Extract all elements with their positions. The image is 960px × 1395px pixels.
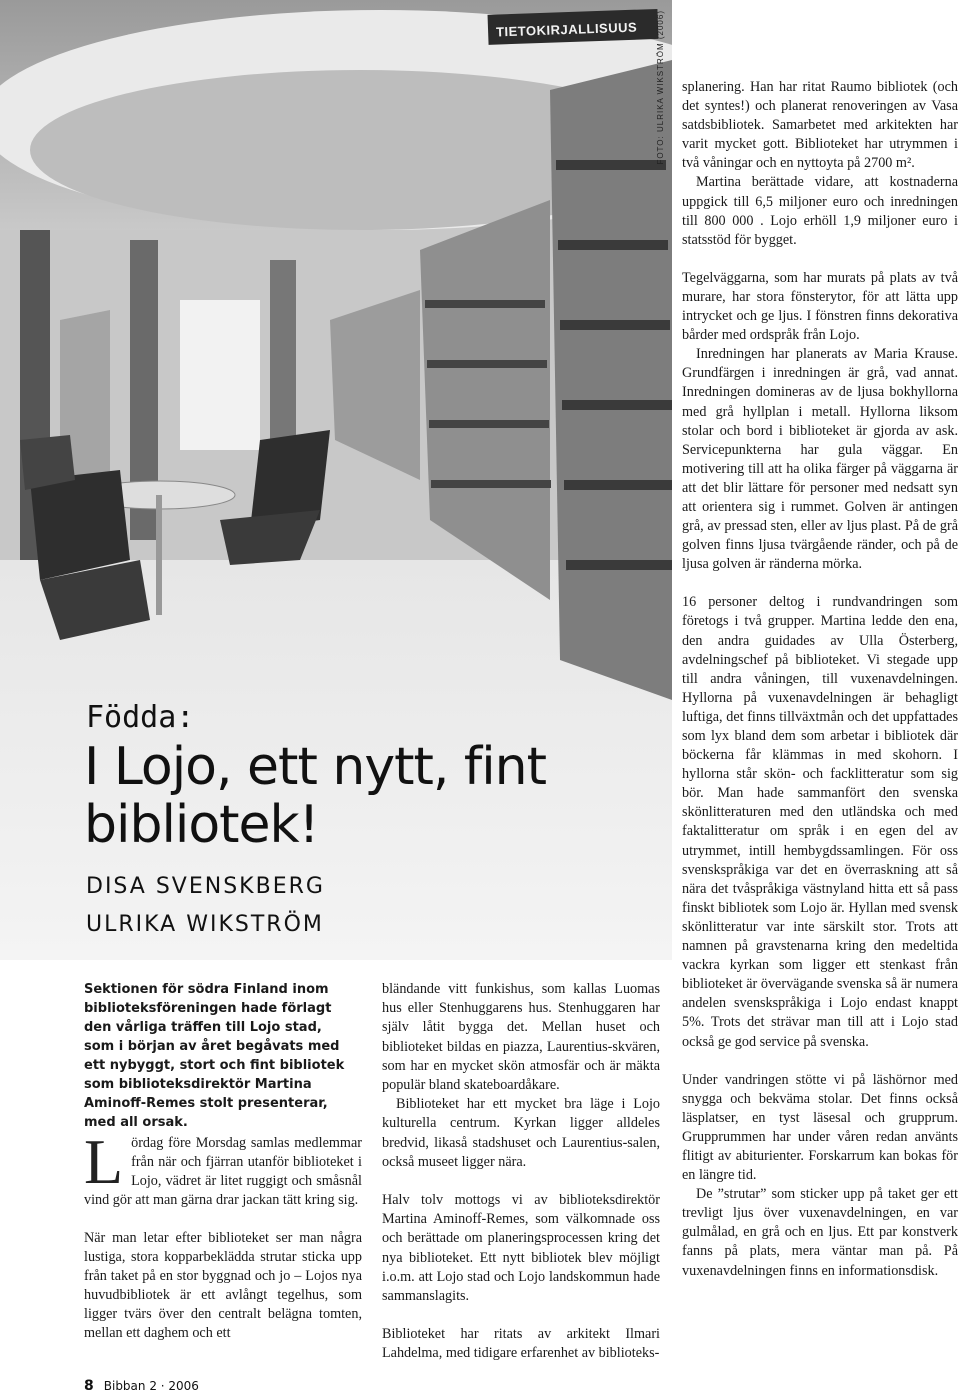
column-3: [682, 78, 958, 1281]
kicker: Födda:: [86, 700, 195, 735]
ingress: Sektionen för södra Finland inom biblioteksföreningen hade förlagt den vårliga träffen till Lojo stad, som i början av året begåvats med ett nybyggt, stort och fint bibliotek som biblioteksdirektör Martina Aminoff-Remes stolt presenterar, med all orsak.: [84, 982, 345, 1130]
photo-credit: FOTO: ULRIKA WIKSTRÖM (2006): [656, 10, 665, 165]
paragraph: Under vandringen stötte vi på läshörnor med snygga och bekväma stolar. Det finns också läsplatser, en tyst läsesal och grupprum. Grupprummen har under våren redan använts flitigt av abiturienter. Forskarrum kan bokas för en längre tid.: [682, 1071, 958, 1184]
paragraph: Halv tolv mottogs vi av biblioteksdirektör Martina Aminoff-Remes, som välkomnade oss och berättade om planeringsprocessen kring det nya biblioteket. Ett nytt bibliotek blev möjligt i.o.m. att Lojo stad och Lojo landskommun hade sammanslagits.: [382, 1192, 660, 1305]
paragraph: 16 personer deltog i rundvandringen som företogs i två grupper. Martina ledde den ena, den andra guidades av Ulla Österberg, avdelningschef på biblioteket. Vi stegade upp till andra våningen, till vuxenavdelningen. Hyllorna på vuxenavdelningen är behagligt luftiga, det finns tillväxtmån och det uppfattades som lyx bland dem som arbetar i bibliotek där böckerna får klämmas in med skohorn. I hyllorna står skön- och facklitteratur som sig bör. Man hade sammanfört den svenska skönlitteraturen med den utländska och med faktalitteratur om språk i en egen del av utrymmet, intill hembygdssamlingen. För oss svenskspråkiga var det en överraskning att så nära det tvåspråkiga västnyland hitta ett så pass finskt bibliotek som Lojo är. Hyllan med svensk skönlitteratur var inte särskilt stor. Trots att namnen på gravstenarna kring den medeltida vackra kyrkan som ligger ett stenkast från biblioteket är övervägande svenska så är numera andelen svenskspråkiga i Lojo endast knappt 5%. Trots det strävar man till att i Lojo stad också ge god service på svenska.: [682, 594, 958, 1050]
paragraph: bländande vitt funkishus, som kallas Luomas hus eller Stenhuggarens hus. Stenhuggaren har själv låtit bygga det. Mellan huset och biblioteket bildas en piazza, Laurentius-skvären, som har en mycket skön atmosfär och är mäkta populär bland skateboardåkare.: [382, 981, 660, 1094]
author-1: DISA SVENSKBERG: [86, 874, 325, 899]
paragraph: När man letar efter biblioteket ser man några lustiga, stora kopparbeklädda strutar sticka upp från taket på en stor byggnad och jo – Lojos nya huvudbibliotek är ett avlångt tegelhus, som ligger tvärs över den centralt belägna tomten, mellan ett daghem och ett: [84, 1230, 362, 1341]
column-1: [84, 1126, 362, 1343]
magazine-issue: Bibban 2 · 2006: [103, 1379, 199, 1393]
paragraph: De ”strutar” som sticker upp på taket ger ett trevligt ljus över vuxenavdelningen, en var gulmålad, en grå och en ljus. Ett par konstverk fanns på plats, mera väntar man på. På vuxenavdelningen finns en informationsdisk.: [682, 1186, 958, 1279]
paragraph: ördag före Morsdag samlas medlemmar från när och fjärran utanför biblioteket i Lojo, vädret är litet ruggigt och småsnål vind gör att man gärna drar jackan tätt kring sig.: [84, 1135, 362, 1208]
page-number: 8: [84, 1378, 94, 1394]
headline: I Lojo, ett nytt, fint bibliotek!: [84, 737, 547, 855]
dropcap: L: [84, 1126, 124, 1197]
shelf-sign-text: TIETOKIRJALLISUUS: [495, 19, 638, 40]
column-2: [382, 980, 660, 1383]
page-footer: [84, 1378, 199, 1394]
paragraph: Biblioteket har ritats av arkitekt Ilmari Lahdelma, med tidigare erfarenhet av biblioteks-: [382, 1326, 660, 1362]
author-2: ULRIKA WIKSTRÖM: [86, 912, 324, 937]
paragraph: splanering. Han har ritat Raumo bibliotek (och det syntes!) och planerat renoveringen av Vasa satdsbibliotek. Samarbetet med arkitekten har varit mycket gott. Biblioteket har utrymmen i två våningar och en nyttoyta på 2700 m².: [682, 79, 958, 172]
paragraph: Tegelväggarna, som har murats på plats av två murare, har stora fönsterytor, för att lätta upp intrycket och ge ljus. I fönstren finns dekorativa bårder med ordspråk från Lojo.: [682, 269, 958, 344]
paragraph: Martina berättade vidare, att kostnaderna uppgick till 6,5 miljoner euro och inredningen till 800 000 . Lojo erhöll 1,9 miljoner euro i statsstöd för bygget.: [682, 174, 958, 248]
paragraph: Inredningen har planerats av Maria Krause. Grundfärgen i inredningen är grå, vad annat. Inredningen domineras av de ljusa bokhyllorna med grå hyllplan i metall. Hyllorna liksom stolar och bord i biblioteket är gjorda av ask. Servicepunkterna har gula väggar. En motivering till att ha olika färger på väggarna är att det blir lättare för personer med nedsatt syn att orientera sig i rummet. Golven är antingen grå, av pressad sten, eller av ljus plast. På de grå golven finns ljusa tvärgående ränder, och på de ljusa golven är ränderna mörka.: [682, 346, 958, 573]
paragraph: Biblioteket har ett mycket bra läge i Lojo kulturella centrum. Kyrkan ligger alldeles bredvid, likaså stadshuset och Laurentius-salen, också museet ligger nära.: [382, 1096, 660, 1170]
